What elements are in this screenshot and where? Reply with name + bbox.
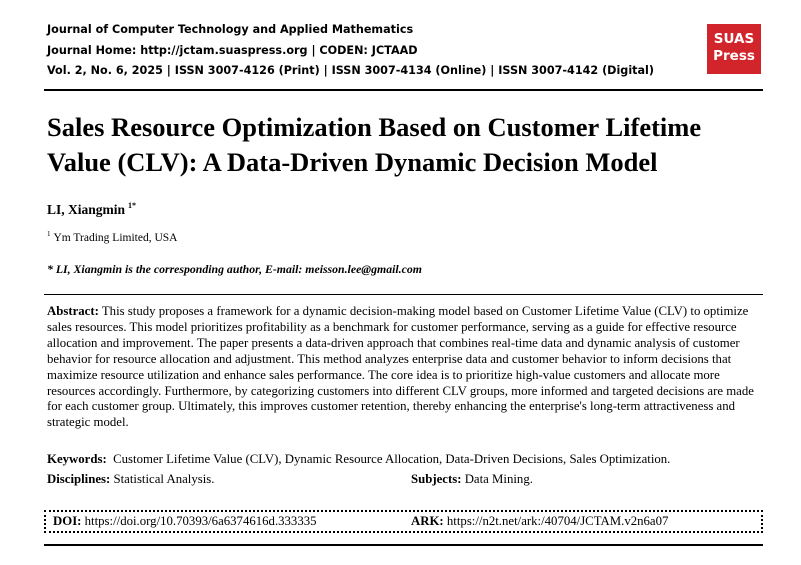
affiliation-line — [47, 230, 177, 244]
journal-name: Journal of Computer Technology and Applied Mathematics — [47, 23, 414, 36]
ark-label: ARK: — [411, 514, 444, 528]
logo-line-2: Press — [713, 48, 755, 64]
subjects-line — [411, 472, 533, 487]
corresponding-author-note: * LI, Xiangmin is the corresponding author, E-mail: meisson.lee@gmail.com — [47, 262, 422, 276]
abstract — [47, 304, 767, 431]
abstract-text: This study proposes a framework for a dynamic decision-making model based on Customer Lifetime Value (CLV) to optimize sales resources. This model prioritizes profitability as a benchmark for customer performance, serving as a guide for effective resource allocation and improvement. The paper presents a data-driven approach that combines real-time data and dynamic analysis of customer behavior for resource allocation and adjustment. This method analyzes enterprise data and customer behavior to inform decisions that maximize resource utilization and enhance sales performance. The core idea is to prioritize high-value customers and allocate more resources accordingly. Furthermore, by categorizing customers into different CLV groups, more informed and targeted decisions are made for each customer group. Ultimately, this improves customer retention, thereby enhancing the enterprise's long-term attractiveness and strategic model. — [47, 304, 754, 430]
logo-line-1: SUAS — [713, 31, 755, 47]
ark-line — [411, 514, 668, 529]
abstract-label: Abstract: — [47, 304, 99, 318]
paper-title: Sales Resource Optimization Based on Customer Lifetime Value (CLV): A Data-Driven Dynamic Decision Model — [47, 112, 702, 177]
subjects-text: Data Mining. — [464, 472, 533, 486]
affiliation-superscript: 1 — [47, 230, 51, 238]
disciplines-text: Statistical Analysis. — [113, 472, 215, 486]
disciplines-line — [47, 472, 214, 487]
journal-home-line: Journal Home: http://jctam.suaspress.org | CODEN: JCTAAD — [47, 43, 418, 57]
keywords-text: Customer Lifetime Value (CLV), Dynamic Resource Allocation, Data-Driven Decisions, Sales Optimization. — [113, 452, 671, 466]
keywords-label: Keywords: — [47, 452, 107, 466]
journal-header — [47, 20, 687, 82]
affiliation-text: Ym Trading Limited, USA — [53, 232, 178, 244]
identifier-box — [44, 510, 763, 533]
ark-link[interactable]: https://n2t.net/ark:/40704/JCTAM.v2n6a07 — [446, 514, 669, 528]
suas-press-logo — [707, 24, 761, 74]
doi-label: DOI: — [53, 514, 82, 528]
author-superscript: 1* — [128, 201, 137, 210]
author-line — [47, 201, 136, 218]
author-name: LI, Xiangmin — [47, 202, 126, 217]
journal-volume-line: Vol. 2, No. 6, 2025 | ISSN 3007-4126 (Print) | ISSN 3007-4134 (Online) | ISSN 3007-4142 (Digital) — [47, 64, 654, 77]
footer-divider — [44, 544, 763, 546]
doi-link[interactable]: https://doi.org/10.70393/6a6374616d.333335 — [84, 514, 317, 528]
header-divider — [44, 89, 763, 91]
disciplines-label: Disciplines: — [47, 472, 111, 486]
subjects-label: Subjects: — [411, 472, 462, 486]
doi-line — [53, 514, 317, 529]
keywords-line — [47, 452, 777, 467]
abstract-divider — [44, 294, 763, 295]
